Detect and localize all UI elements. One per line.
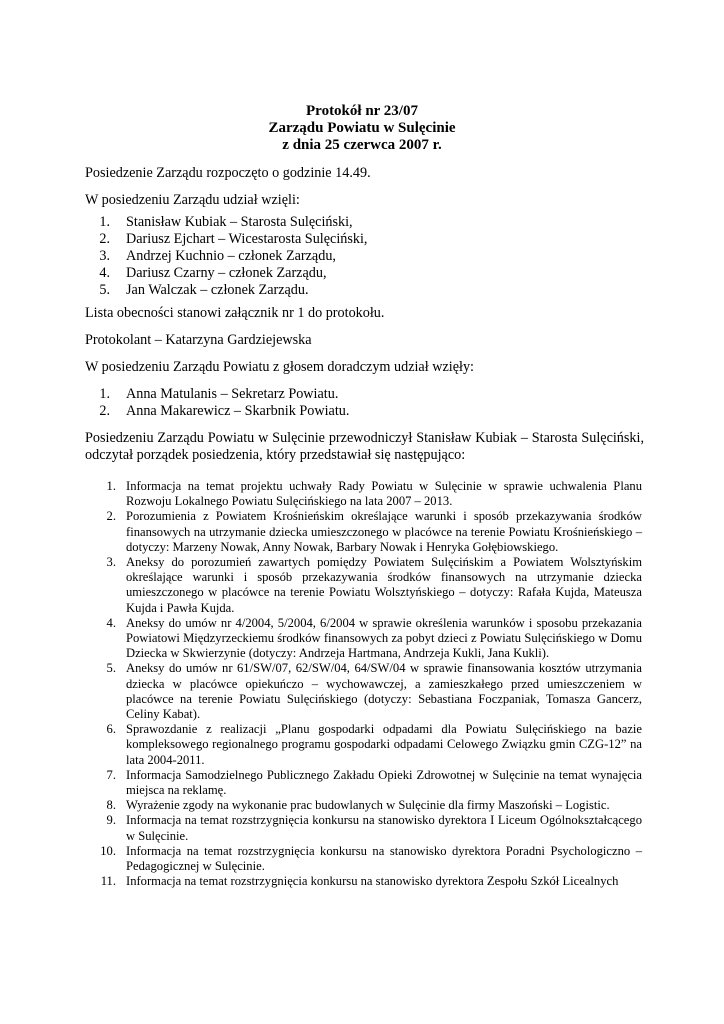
agenda-item-number: 3. (106, 555, 116, 570)
agenda-item-number: 1. (106, 479, 116, 493)
agenda-item (0, 874, 724, 889)
list-item (0, 282, 724, 299)
list-item-number: 4. (99, 265, 110, 281)
agenda-item-number: 6. (106, 722, 116, 737)
agenda-item-number: 7. (106, 767, 116, 782)
agenda-item-text: Informacja na temat rozstrzygnięcia konkursu na stanowisko dyrektora I Liceum Ogólnokształcącego w Sulęcinie. (126, 813, 642, 843)
agenda-item-text: Sprawozdanie z realizacji „Planu gospodarki odpadami dla Powiatu Sulęcińskiego na bazie kompleksowego regionalnego programu gospodarki odpadami Celowego Związku gmin CZG-12” na lata 2004-2011. (126, 722, 642, 767)
agenda-item (0, 479, 724, 509)
agenda-item (0, 509, 724, 555)
agenda-item-number: 4. (106, 615, 116, 630)
minutes-taker: Protokolant – Katarzyna Gardziejewska (85, 332, 312, 348)
chair-paragraph: Posiedzeniu Zarządu Powiatu w Sulęcinie przewodniczył Stanisław Kubiak – Starosta Sulęciński, odczytał porządek posiedzenia, który przedstawiał się następująco: (85, 430, 644, 463)
agenda-item-number: 10. (100, 843, 116, 858)
agenda-item (0, 844, 724, 874)
agenda-item (0, 813, 724, 843)
agenda-item-number: 2. (106, 509, 116, 524)
agenda-item (0, 555, 724, 616)
agenda-item-text: Porozumienia z Powiatem Krośnieńskim określające warunki i sposób przekazywania środków finansowych na utrzymanie dziecka umieszczonego w placówce na terenie Powiatu Krośnieńskiego – dotyczy: Marzeny Nowak, Anny Nowak, Barbary Nowak i Henryka Gołębiowskiego. (126, 509, 642, 554)
list-item-number: 2. (99, 403, 110, 419)
list-item (0, 248, 724, 265)
agenda-item-number: 5. (106, 661, 116, 676)
list-item (0, 265, 724, 282)
list-item-text: Anna Matulanis – Sekretarz Powiatu. (126, 386, 339, 402)
list-item-number: 1. (99, 214, 110, 230)
agenda-item (0, 616, 724, 662)
agenda-item-text: Informacja na temat rozstrzygnięcia konkursu na stanowisko dyrektora Poradni Psychologiczno – Pedagogicznej w Sulęcinie. (126, 843, 642, 874)
list-item-number: 1. (99, 386, 110, 402)
opening-statement: Posiedzenie Zarządu rozpoczęto o godzinie 14.49. (85, 165, 371, 181)
list-item (0, 386, 724, 403)
agenda-item-text: Aneksy do umów nr 4/2004, 5/2004, 6/2004 w sprawie określenia warunków i sposobu przekazania Powiatowi Międzyrzeckiemu środków finansowych za pobyt dzieci z Powiatu Sulęcińskiego w Domu Dziecka w Skwierzynie (dotyczy: Andrzeja Hartmana, Andrzeja Kukli, Jana Kukli). (126, 615, 642, 661)
document-title-number: Protokół nr 23/07 (306, 103, 418, 119)
list-item-text: Andrzej Kuchnio – członek Zarządu, (126, 248, 336, 264)
list-item (0, 403, 724, 420)
agenda-item-text: Informacja na temat rozstrzygnięcia konkursu na stanowisko dyrektora Zespołu Szkół Licealnych (126, 874, 619, 889)
list-item-text: Dariusz Ejchart – Wicestarosta Sulęciński, (126, 231, 368, 247)
list-item-text: Anna Makarewicz – Skarbnik Powiatu. (126, 403, 350, 419)
attendance-note: Lista obecności stanowi załącznik nr 1 do protokołu. (85, 305, 385, 321)
list-item-number: 5. (99, 282, 110, 298)
list-item-number: 2. (99, 231, 110, 247)
agenda-item-text: Aneksy do porozumień zawartych pomiędzy Powiatem Sulęcińskim a Powiatem Wolsztyńskim określające warunki i sposób przekazywania środków finansowych na utrzymanie dziecka umieszczonego w placówce na terenie Powiatu Wolsztyńskiego – dotyczy: Rafała Kujda, Mateusza Kujda i Pawła Kujda. (126, 555, 642, 615)
list-item-number: 3. (99, 248, 110, 264)
agenda-item-text: Wyrażenie zgody na wykonanie prac budowlanych w Sulęcinie dla firmy Maszoński – Logistic. (126, 798, 610, 813)
agenda-item (0, 768, 724, 798)
list-item (0, 231, 724, 248)
agenda-list (0, 479, 724, 889)
list-item-text: Stanisław Kubiak – Starosta Sulęciński, (126, 214, 353, 230)
agenda-item-text: Informacja na temat projektu uchwały Rady Powiatu w Sulęcinie w sprawie uchwalenia Planu Rozwoju Lokalnego Powiatu Sulęcińskiego na lata 2007 – 2013. (126, 479, 642, 509)
agenda-item-text: Informacja Samodzielnego Publicznego Zakładu Opieki Zdrowotnej w Sulęcinie na temat wynajęcia miejsca na reklamę. (126, 767, 642, 798)
agenda-item-number: 9. (106, 813, 116, 828)
list-item-text: Jan Walczak – członek Zarządu. (126, 282, 309, 298)
agenda-item-number: 11. (100, 874, 116, 889)
agenda-item (0, 661, 724, 722)
list-item-text: Dariusz Czarny – członek Zarządu, (126, 265, 327, 281)
attendees-intro: W posiedzeniu Zarządu udział wzięli: (85, 192, 300, 208)
agenda-item-number: 8. (106, 798, 116, 813)
agenda-item-text: Aneksy do umów nr 61/SW/07, 62/SW/04, 64/SW/04 w sprawie finansowania kosztów utrzymania dziecka w placówce opiekuńczo – wychowawczej, a zamieszkałego przed umieszczeniem w placówce na terenie Powiatu Sulęcińskiego (dotyczy: Sebastiana Foczpaniak, Tomasza Gancerz, Celiny Kabat). (126, 661, 642, 722)
agenda-item (0, 722, 724, 768)
advisory-intro: W posiedzeniu Zarządu Powiatu z głosem doradczym udział wzięły: (85, 359, 474, 375)
attendees-list (0, 214, 724, 299)
agenda-item (0, 798, 724, 813)
document-title-body: Zarządu Powiatu w Sulęcinie (268, 120, 456, 136)
advisory-list (0, 386, 724, 420)
document-title-date: z dnia 25 czerwca 2007 r. (282, 137, 442, 153)
list-item (0, 214, 724, 231)
